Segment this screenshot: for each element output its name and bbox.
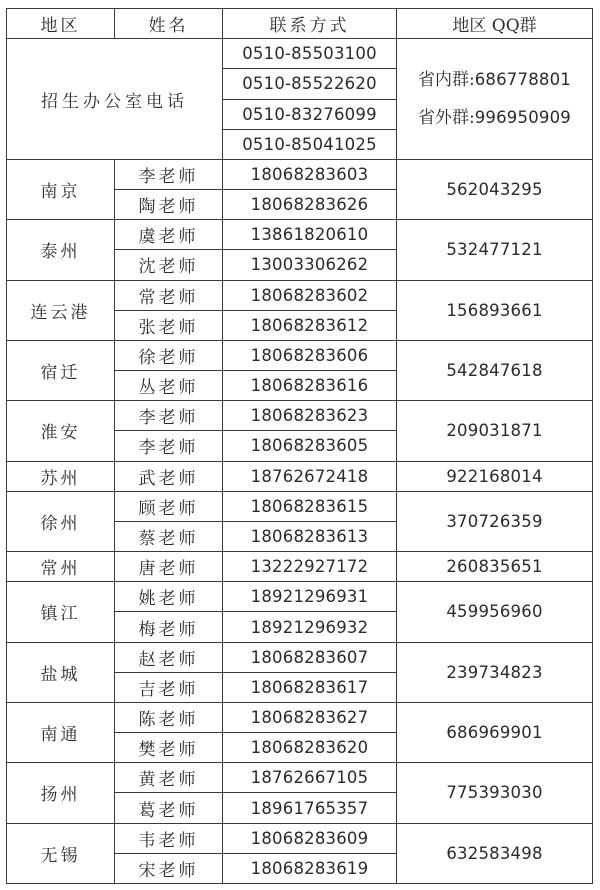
teacher-phone: 18068283603 — [223, 159, 397, 189]
region-qq: 562043295 — [397, 159, 593, 219]
teacher-name: 宋老师 — [115, 853, 223, 883]
office-phone: 0510-85041025 — [223, 129, 397, 159]
header-contact: 联系方式 — [223, 9, 397, 39]
teacher-phone: 18068283617 — [223, 672, 397, 702]
table-row — [7, 763, 593, 793]
region-qq: 156893661 — [397, 280, 593, 340]
teacher-name: 陶老师 — [115, 190, 223, 220]
header-row — [7, 9, 593, 39]
office-phone: 0510-85522620 — [223, 69, 397, 99]
teacher-phone: 13222927172 — [223, 552, 397, 582]
teacher-name: 武老师 — [115, 461, 223, 491]
teacher-name: 黄老师 — [115, 763, 223, 793]
region-qq: 922168014 — [397, 461, 593, 491]
teacher-phone: 18762667105 — [223, 763, 397, 793]
region-cell: 苏州 — [7, 461, 115, 491]
office-phone: 0510-85503100 — [223, 39, 397, 69]
teacher-name: 徐老师 — [115, 340, 223, 370]
header-region: 地区 — [7, 9, 115, 39]
teacher-phone: 18068283612 — [223, 310, 397, 340]
teacher-name: 蔡老师 — [115, 521, 223, 551]
teacher-phone: 18762672418 — [223, 461, 397, 491]
table-row — [7, 702, 593, 732]
qq-group-label: 省外群: — [417, 108, 475, 129]
teacher-name: 常老师 — [115, 280, 223, 310]
teacher-name: 樊老师 — [115, 733, 223, 763]
region-qq: 532477121 — [397, 220, 593, 280]
region-cell: 扬州 — [7, 763, 115, 823]
office-label: 招生办公室电话 — [7, 39, 223, 160]
teacher-phone: 18068283627 — [223, 702, 397, 732]
qq-group-outer — [397, 99, 592, 137]
teacher-name: 吉老师 — [115, 672, 223, 702]
teacher-name: 李老师 — [115, 431, 223, 461]
teacher-name: 顾老师 — [115, 491, 223, 521]
teacher-phone: 18068283613 — [223, 521, 397, 551]
region-cell: 宿迁 — [7, 340, 115, 400]
region-cell: 淮安 — [7, 401, 115, 461]
qq-group-number: 686778801 — [474, 70, 571, 90]
teacher-phone: 18068283620 — [223, 733, 397, 763]
region-cell: 镇江 — [7, 582, 115, 642]
table-row — [7, 552, 593, 582]
table-row — [7, 401, 593, 431]
teacher-name: 梅老师 — [115, 612, 223, 642]
region-qq: 542847618 — [397, 340, 593, 400]
table-row — [7, 220, 593, 250]
teacher-name: 沈老师 — [115, 250, 223, 280]
teacher-phone: 18921296931 — [223, 582, 397, 612]
table-row — [7, 491, 593, 521]
region-cell: 常州 — [7, 552, 115, 582]
teacher-name: 赵老师 — [115, 642, 223, 672]
table-row — [7, 823, 593, 853]
office-qq-groups — [397, 39, 593, 160]
teacher-phone: 18068283626 — [223, 190, 397, 220]
region-cell: 盐城 — [7, 642, 115, 702]
teacher-name: 葛老师 — [115, 793, 223, 823]
table-row — [7, 280, 593, 310]
teacher-name: 唐老师 — [115, 552, 223, 582]
header-name: 姓名 — [115, 9, 223, 39]
teacher-phone: 18068283605 — [223, 431, 397, 461]
teacher-phone: 18068283609 — [223, 823, 397, 853]
teacher-name: 虞老师 — [115, 220, 223, 250]
office-row — [7, 39, 593, 69]
teacher-phone: 18068283606 — [223, 340, 397, 370]
teacher-name: 丛老师 — [115, 371, 223, 401]
region-cell: 泰州 — [7, 220, 115, 280]
region-cell: 南通 — [7, 702, 115, 762]
qq-group-number: 996950909 — [474, 108, 571, 128]
office-phone: 0510-83276099 — [223, 99, 397, 129]
region-cell: 连云港 — [7, 280, 115, 340]
teacher-phone: 18068283616 — [223, 371, 397, 401]
table-row — [7, 461, 593, 491]
region-qq: 260835651 — [397, 552, 593, 582]
region-qq: 209031871 — [397, 401, 593, 461]
teacher-name: 陈老师 — [115, 702, 223, 732]
table-row — [7, 642, 593, 672]
region-qq: 370726359 — [397, 491, 593, 551]
contact-table — [6, 8, 593, 884]
teacher-phone: 13003306262 — [223, 250, 397, 280]
region-cell: 无锡 — [7, 823, 115, 883]
table-body — [7, 9, 593, 884]
region-cell: 南京 — [7, 159, 115, 219]
header-qq-group: 地区 QQ群 — [397, 9, 593, 39]
region-qq: 775393030 — [397, 763, 593, 823]
teacher-name: 李老师 — [115, 401, 223, 431]
region-qq: 239734823 — [397, 642, 593, 702]
teacher-phone: 18068283602 — [223, 280, 397, 310]
teacher-name: 韦老师 — [115, 823, 223, 853]
table-row — [7, 159, 593, 189]
teacher-phone: 18068283607 — [223, 642, 397, 672]
teacher-phone: 18068283619 — [223, 853, 397, 883]
teacher-name: 姚老师 — [115, 582, 223, 612]
teacher-name: 张老师 — [115, 310, 223, 340]
teacher-name: 李老师 — [115, 159, 223, 189]
teacher-phone: 18068283615 — [223, 491, 397, 521]
teacher-phone: 13861820610 — [223, 220, 397, 250]
region-qq: 686969901 — [397, 702, 593, 762]
qq-group-inner — [397, 61, 592, 99]
table-row — [7, 582, 593, 612]
region-cell: 徐州 — [7, 491, 115, 551]
teacher-phone: 18961765357 — [223, 793, 397, 823]
region-qq: 459956960 — [397, 582, 593, 642]
teacher-phone: 18921296932 — [223, 612, 397, 642]
table-row — [7, 340, 593, 370]
teacher-phone: 18068283623 — [223, 401, 397, 431]
region-qq: 632583498 — [397, 823, 593, 883]
qq-group-label: 省内群: — [417, 70, 475, 91]
